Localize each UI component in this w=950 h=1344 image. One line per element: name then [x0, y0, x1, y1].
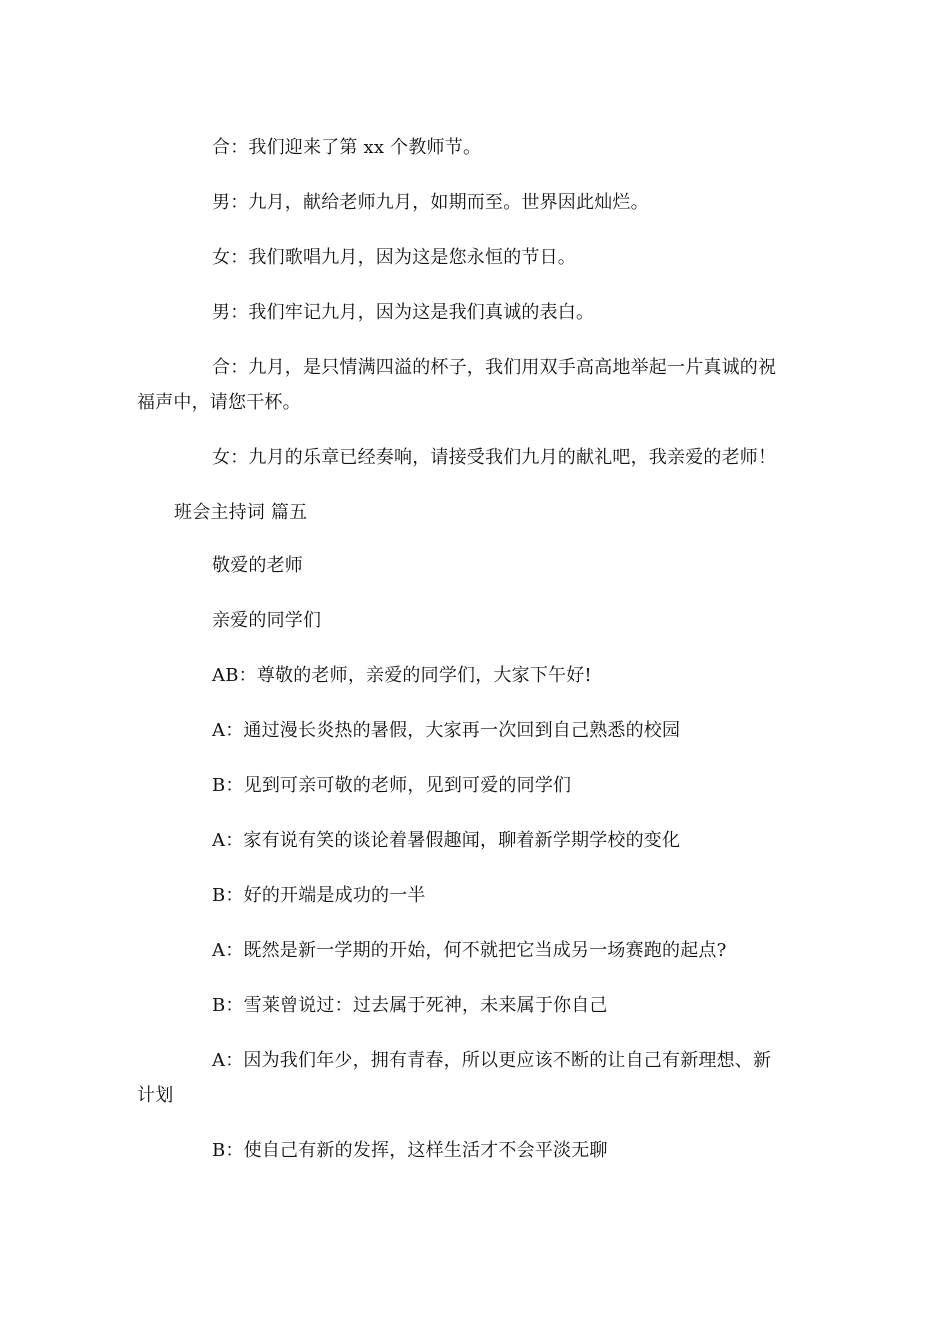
paragraph-line: AB：尊敬的老师，亲爱的同学们，大家下午好! [212, 665, 592, 686]
paragraph-line: 男：九月，献给老师九月，如期而至。世界因此灿烂。 [212, 192, 649, 213]
paragraph-line-continuation: 福声中，请您干杯。 [137, 392, 301, 413]
paragraph-line: 女：我们歌唱九月，因为这是您永恒的节日。 [212, 247, 576, 268]
paragraph-line: B：雪莱曾说过：过去属于死神，未来属于你自己 [212, 995, 608, 1016]
paragraph-line: B：使自己有新的发挥，这样生活才不会平淡无聊 [212, 1140, 608, 1161]
paragraph-line: 合：我们迎来了第 xx 个教师节。 [212, 137, 482, 158]
paragraph-line: 敬爱的老师 [212, 555, 303, 576]
paragraph-line: 合：九月，是只情满四溢的杯子，我们用双手高高地举起一片真诚的祝 [212, 357, 777, 378]
paragraph-line: A：家有说有笑的谈论着暑假趣闻，聊着新学期学校的变化 [212, 830, 681, 851]
section-heading: 班会主持词 篇五 [174, 502, 308, 523]
paragraph-line: A：既然是新一学期的开始，何不就把它当成另一场赛跑的起点? [212, 940, 727, 961]
paragraph-line: A：通过漫长炎热的暑假，大家再一次回到自己熟悉的校园 [212, 720, 681, 741]
paragraph-line-continuation: 计划 [137, 1085, 174, 1106]
paragraph-line: 亲爱的同学们 [212, 610, 322, 631]
paragraph-line: A：因为我们年少，拥有青春，所以更应该不断的让自己有新理想、新 [212, 1050, 772, 1071]
paragraph-line: B：见到可亲可敬的老师，见到可爱的同学们 [212, 775, 572, 796]
paragraph-line: 女：九月的乐章已经奏响，请接受我们九月的献礼吧，我亲爱的老师！ [212, 447, 777, 468]
paragraph-line: 男：我们牢记九月，因为这是我们真诚的表白。 [212, 302, 595, 323]
paragraph-line: B：好的开端是成功的一半 [212, 885, 426, 906]
